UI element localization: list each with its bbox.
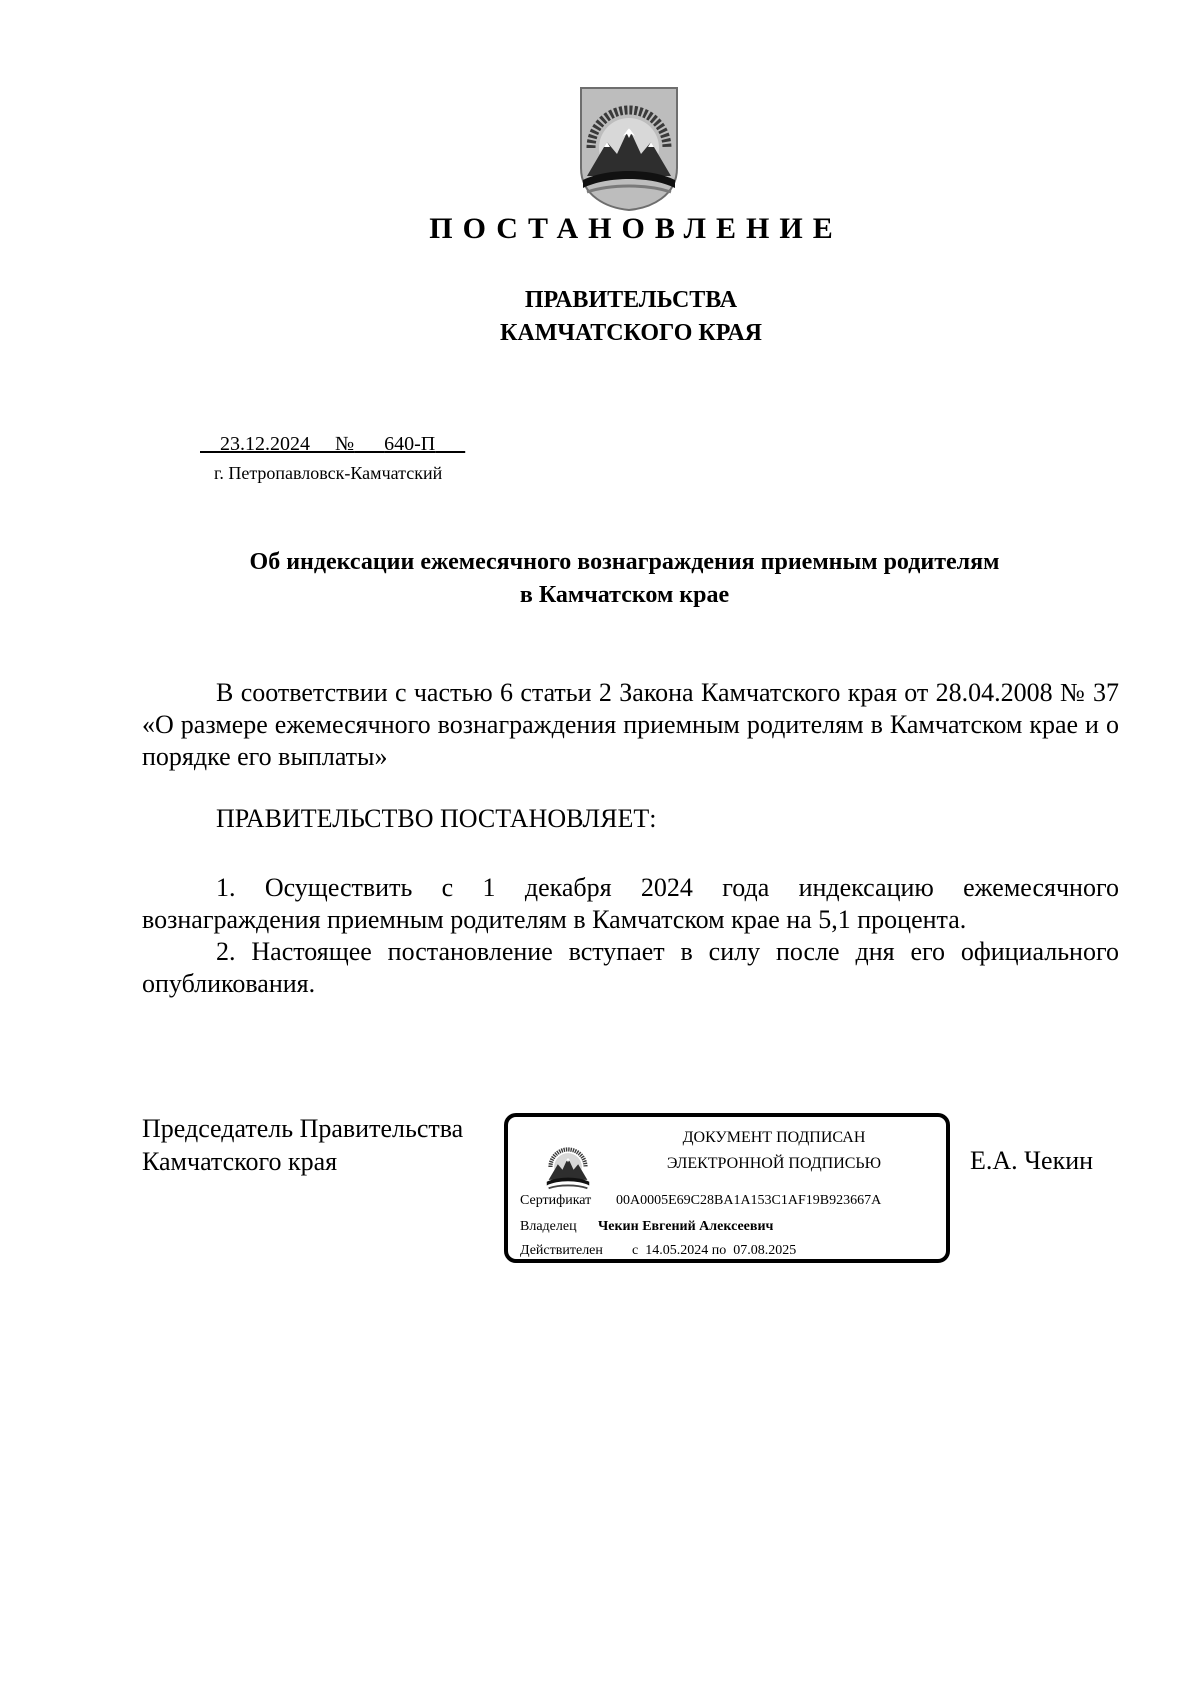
decree-statement: ПРАВИТЕЛЬСТВО ПОСТАНОВЛЯЕТ: (216, 804, 657, 833)
signer-position-line-2: Камчатского края (142, 1147, 338, 1176)
document-title (0, 546, 1200, 612)
registration-line (200, 433, 465, 456)
authority-line-1: ПРАВИТЕЛЬСТВА (524, 287, 738, 313)
stamp-heading-line-1: ДОКУМЕНТ ПОДПИСАН (682, 1129, 866, 1146)
item-2-paragraph: 2. Настоящее постановление вступает в силу после дня его официального опубликования. (142, 937, 1119, 998)
item-1-paragraph: 1. Осуществить с 1 декабря 2024 года индексацию ежемесячного вознаграждения приемным родителям в Камчатском крае на 5,1 процента. (142, 873, 1119, 934)
title-line-1: Об индексации ежемесячного вознаграждения приемным родителям (249, 549, 1000, 575)
title-line-2: в Камчатском крае (519, 582, 730, 608)
certificate-label: Сертификат (520, 1193, 592, 1208)
owner-row (520, 1219, 773, 1235)
validity-label: Действителен (520, 1243, 603, 1258)
document-date: 23.12.2024 (220, 433, 310, 455)
signer-name: Е.А. Чекин (970, 1146, 1094, 1175)
owner-label: Владелец (520, 1219, 577, 1234)
document-number: 640-П (384, 433, 436, 455)
certificate-row (520, 1193, 881, 1209)
issuing-authority (0, 284, 1200, 350)
owner-value: Чекин Евгений Алексеевич (598, 1219, 774, 1234)
certificate-value: 00A0005E69C28BA1A153C1AF19B923667A (616, 1193, 882, 1208)
stamp-heading-line-2: ЭЛЕКТРОННОЙ ПОДПИСЬЮ (666, 1155, 882, 1172)
validity-row (520, 1243, 796, 1259)
electronic-signature-stamp (504, 1113, 950, 1263)
coat-of-arms-icon (577, 84, 681, 212)
stamp-heading (598, 1125, 950, 1177)
city-of-issue: г. Петропавловск-Камчатский (214, 463, 443, 483)
document-type-heading: ПОСТАНОВЛЕНИЕ (429, 212, 843, 245)
preamble-paragraph: В соответствии с частью 6 статьи 2 Закона Камчатского края от 28.04.2008 № 37 «О размере ежемесячного вознаграждения приемным родителям в Камчатском крае и о порядке его выплаты» (142, 678, 1119, 771)
stamp-emblem-icon (544, 1137, 592, 1197)
signer-position-line-1: Председатель Правительства (142, 1114, 464, 1143)
number-sign: № (335, 433, 355, 455)
signer-position (142, 1112, 463, 1178)
validity-value: с 14.05.2024 по 07.08.2025 (632, 1243, 797, 1258)
authority-line-2: КАМЧАТСКОГО КРАЯ (499, 320, 763, 346)
